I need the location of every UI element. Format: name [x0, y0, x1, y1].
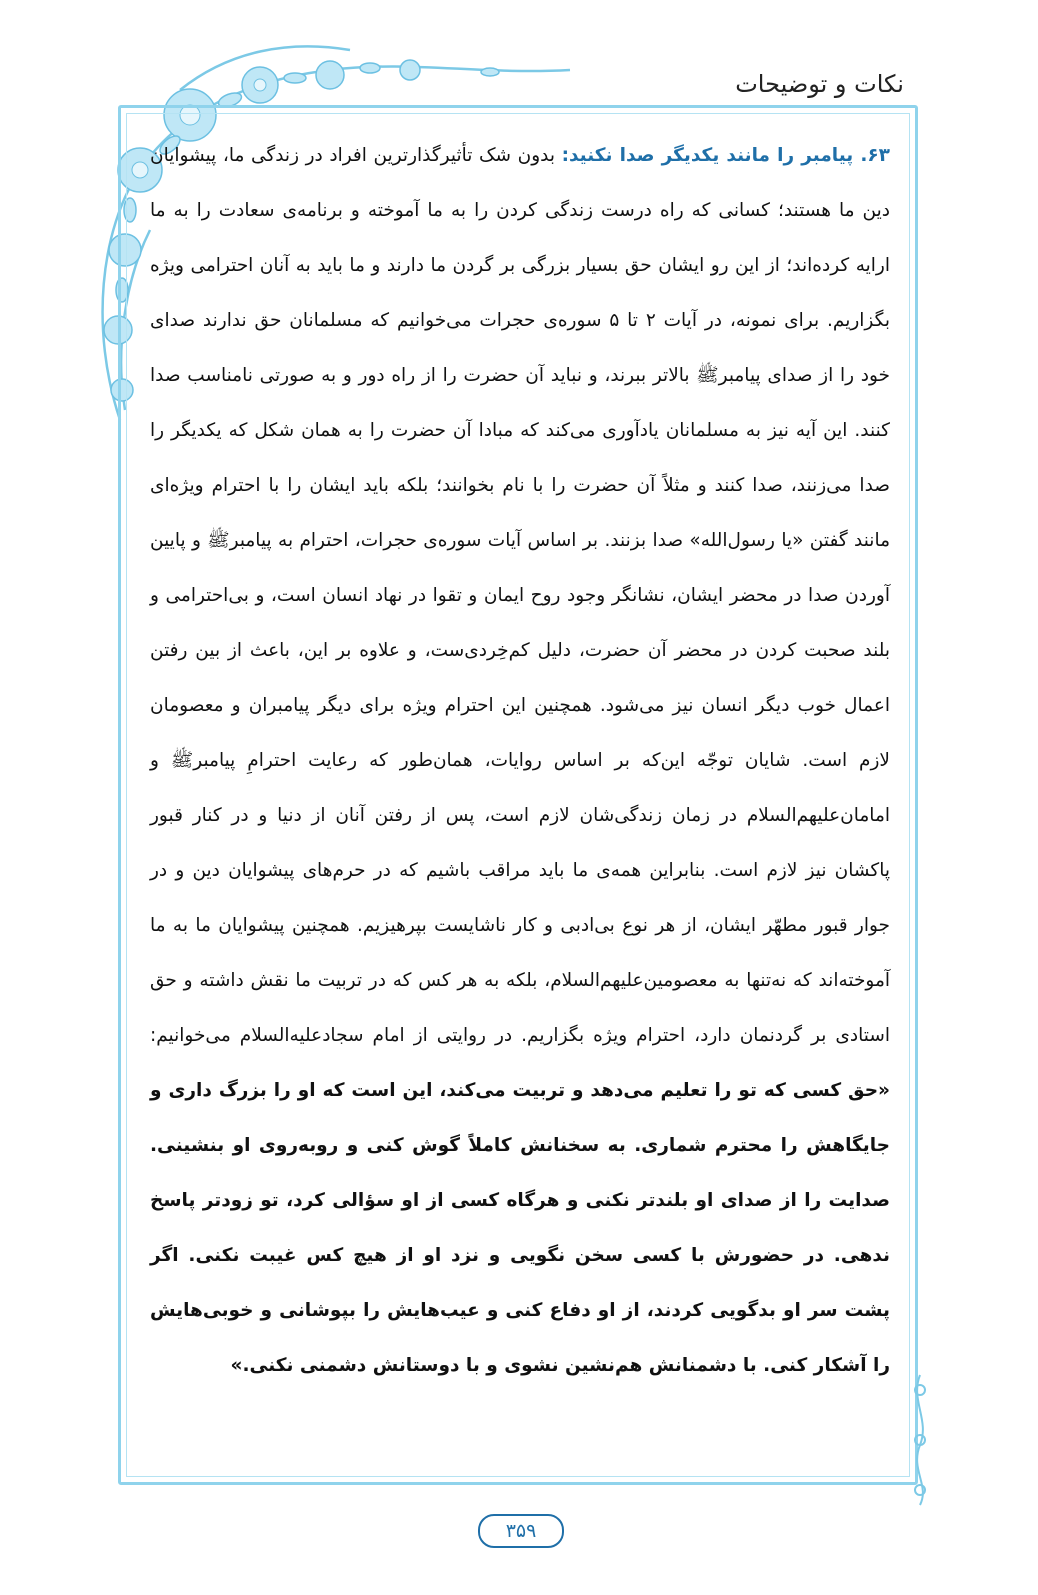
section-paragraph: [150, 128, 890, 1393]
section-header-title: نکات و توضیحات: [735, 70, 904, 98]
section-body: بدون شک تأثیرگذارترین افراد در زندگی ما، پیشوایان دین ما هستند؛ کسانی که راه درست زندگی کردن را به ما آموخته و برنامه‌ی سعادت را به ما ارایه کرده‌اند؛ از این رو ایشان حق بسیار بزرگی بر گردن ما دارند و ما باید به آنان احترامی ویژه بگزاریم. برای نمونه، در آیات ۲ تا ۵ سوره‌ی حجرات می‌خوانیم که مسلمانان حق ندارند صدای خود را از صدای پیامبرﷺ بالاتر ببرند، و نباید آن حضرت را از راه دور و به صورتی نامناسب صدا کنند. این آیه نیز به مسلمانان یادآوری می‌کند که مبادا آن حضرت را به همان شکل که یکدیگر را صدا می‌زنند، صدا کنند و مثلاً آن حضرت را با نام بخوانند؛ بلکه باید ایشان را با احترام ویژه‌ای مانند گفتن «یا رسول‌الله» صدا بزنند. بر اساس آیات سوره‌ی حجرات، احترام به پیامبرﷺ و پایین آوردن صدا در محضر ایشان، نشانگر وجود روح ایمان و تقوا در نهاد انسان است، و بی‌احترامی و بلند صحبت کردن در محضر آن حضرت، دلیل کم‌خِردی‌ست، و علاوه بر این، باعث از بین رفتن اعمال خوب دیگر انسان نیز می‌شود. همچنین این احترام ویژه برای دیگر پیامبران و معصومان لازم است. شایان توجّه این‌که بر اساس روایات، همان‌طور که رعایت احترامِ پیامبرﷺ و امامان‌علیهم‌السلام در زمان زندگی‌شان لازم است، پس از رفتن آنان از دنیا و در کنار قبور پاکشان نیز لازم است. بنابراین همه‌ی ما باید مراقب باشیم که در حرم‌های پیشوایان دین و در جوار قبور مطهّر ایشان، از هر نوع بی‌ادبی و کار ناشایست بپرهیزیم. همچنین پیشوایان ما به ما آموخته‌اند که نه‌تنها به معصومین‌علیهم‌السلام، بلکه به هر کس که در تربیت ما نقش داشته و حق استادی بر گردنمان دارد، احترام ویژه بگزاریم. در روایتی از امام سجادعلیه‌السلام می‌خوانیم:: [150, 145, 890, 1046]
side-ornament: [905, 1370, 935, 1510]
section-content: [150, 128, 890, 1393]
page-number: ۳۵۹: [478, 1514, 564, 1548]
hadith-quote: «حق کسی که تو را تعلیم می‌دهد و تربیت می‌کند، این است که او را بزرگ داری و جایگاهش را محترم شماری. به سخنانش کاملاً گوش کنی و روبه‌روی او بنشینی. صدایت را از صدای او بلندتر نکنی و هرگاه کسی از او سؤالی کرد، تو زودتر پاسخ ندهی. در حضورش با کسی سخن نگویی و نزد او از هیچ کس غیبت نکنی. اگر پشت سر او بدگویی کردند، از او دفاع کنی و عیب‌هایش را بپوشانی و خوبی‌هایش را آشکار کنی. با دشمنانش هم‌نشین نشوی و با دوستانش دشمنی نکنی.»: [150, 1080, 890, 1376]
section-heading: ۶۳. پیامبر را مانند یکدیگر صدا نکنید:: [561, 145, 890, 166]
